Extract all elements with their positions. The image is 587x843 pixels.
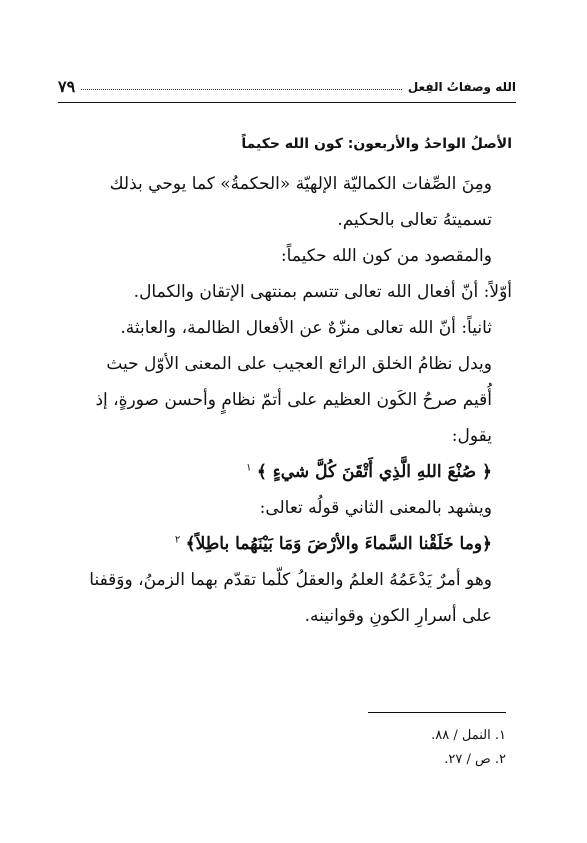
section-heading: الأصلُ الواحدُ والأربعون: كون الله حكيماً [241, 136, 512, 152]
footnote-reference: ٢ [174, 534, 181, 546]
header-title: الله وصفاتُ الفِعل [407, 80, 516, 94]
paragraph: ويشهد بالمعنى الثاني قولُه تعالى: [259, 498, 492, 518]
running-header [58, 74, 516, 100]
header-divider [58, 102, 516, 103]
paragraph: ومِنَ الصِّفات الكماليّة الإلهيّة «الحكمةُ» كما يوحي بذلك تسميتهُ تعالى بالحكيم. [109, 174, 492, 230]
paragraph: ويدل نظامُ الخلق الرائع العجيب على المعنى الأوّل حيث أُقيم صرحُ الكَون العظيم على أتمّ نظامٍ وأحسن صورةٍ، إذ يقول: [95, 354, 492, 446]
paragraph: ثانياً: أنّ الله تعالى منزّهٌ عن الأفعال الظالمة، والعابثة. [120, 318, 492, 338]
footnote: ١. النمل / ٨٨. [431, 728, 506, 743]
footnotes [300, 724, 506, 772]
page-number: ٧٩ [58, 77, 76, 96]
main-text [80, 122, 512, 634]
footnote: ٢. ص / ٢٧. [444, 752, 506, 767]
footnote-reference: ١ [246, 462, 252, 474]
paragraph: أوّلاً: أنّ أفعال الله تعالى تتسم بمنتهى الإتقان والكمال. [133, 282, 512, 302]
verse-text: ﴿ صُنْعَ اللهِ الَّذِي أَتْقَنَ كُلَّ شيءٍ ﴾ [256, 462, 492, 482]
verse-text: ﴿وما خَلَقْنا السَّماءَ والأرْضَ وَمَا بَيْنَهُما باطِلاً﴾ [185, 534, 492, 554]
header-dot-leader [81, 89, 402, 90]
quran-verse [80, 454, 512, 490]
quran-verse [80, 526, 512, 562]
paragraph: وهو أمرٌ يَدْعَمُهُ العلمُ والعقلُ كلّما تقدّم بهما الزمنُ، ووَقفنا على أسرارِ الكونِ وقوانينه. [89, 570, 492, 626]
paragraph: والمقصود من كون الله حكيماً: [280, 246, 492, 266]
footnote-divider [368, 712, 506, 713]
